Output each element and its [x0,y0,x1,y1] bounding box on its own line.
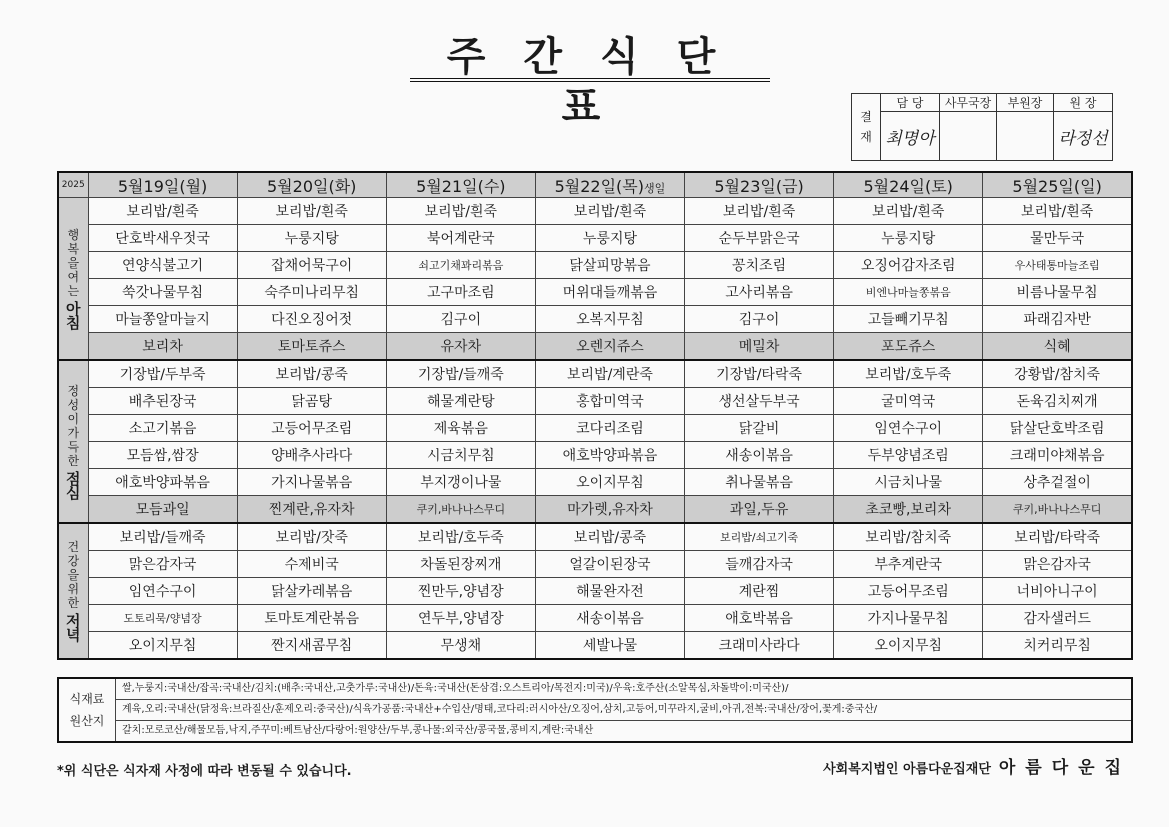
menu-row [58,388,1132,415]
menu-cell: 보리밥/흰죽 [535,198,684,225]
menu-row [58,605,1132,632]
menu-cell: 세발나물 [535,632,684,660]
snack-cell: 과일,두유 [685,496,834,524]
menu-cell: 계란찜 [685,578,834,605]
day-date: 5월24일(토) [863,176,953,196]
menu-cell: 닭살피망볶음 [535,252,684,279]
day-header [685,172,834,198]
snack-cell: 보리차 [88,333,237,361]
menu-cell: 기장밥/타락죽 [685,360,834,388]
origin-line: 계육,오리:국내산(닭정육:브라질산/훈제오리:중국산)/식육가공품:국내산+수입산/명태,코다리:러시아산/오징어,삼치,고등어,미꾸라지,굴비,아귀,전복:국내산/장어,꽃게:중국산/ [116,700,1133,721]
day-header [386,172,535,198]
meal-label-main: 저녁 [66,612,81,644]
snack-cell: 찐계란,유자차 [237,496,386,524]
menu-cell: 애호박양파볶음 [535,442,684,469]
year-cell: 2025 [58,172,88,198]
meal-label-top: 행복을여는 [67,227,80,298]
menu-row [58,279,1132,306]
menu-cell: 보리밥/흰죽 [834,198,983,225]
menu-cell: 토마토계란볶음 [237,605,386,632]
menu-cell: 보리밥/참치죽 [834,523,983,551]
menu-cell: 보리밥/흰죽 [237,198,386,225]
approval-signature [997,112,1054,161]
menu-cell: 해물완자전 [535,578,684,605]
menu-cell: 보리밥/잣죽 [237,523,386,551]
menu-cell: 양배추사라다 [237,442,386,469]
meal-label [58,523,88,659]
menu-cell: 고등어무조림 [834,578,983,605]
menu-cell: 맑은감자국 [88,551,237,578]
approval-role: 담 당 [881,94,940,112]
menu-cell: 잡채어묵구이 [237,252,386,279]
snack-cell: 토마토쥬스 [237,333,386,361]
menu-cell: 강황밥/참치죽 [983,360,1132,388]
origin-table [57,677,1133,743]
menu-cell: 닭살카레볶음 [237,578,386,605]
approval-signature [940,112,997,161]
menu-cell: 보리밥/타락죽 [983,523,1132,551]
menu-cell: 코다리조림 [535,415,684,442]
menu-cell: 취나물볶음 [685,469,834,496]
approval-label: 결 재 [852,94,881,161]
menu-cell: 보리밥/흰죽 [88,198,237,225]
menu-cell: 시금치나물 [834,469,983,496]
menu-cell: 연양식불고기 [88,252,237,279]
snack-cell: 식혜 [983,333,1132,361]
menu-cell: 우사태통마늘조림 [983,252,1132,279]
day-header [88,172,237,198]
menu-cell: 보리밥/쇠고기죽 [685,523,834,551]
menu-cell: 수제비국 [237,551,386,578]
menu-cell: 북어계란국 [386,225,535,252]
meal-label-top: 정성이가득한 [67,383,80,468]
meal-label [58,360,88,523]
menu-cell: 소고기볶음 [88,415,237,442]
menu-cell: 김구이 [386,306,535,333]
menu-cell: 파래김자반 [983,306,1132,333]
menu-cell: 오복지무침 [535,306,684,333]
menu-cell: 모듬쌈,쌈장 [88,442,237,469]
page-title: 주간식단표 [410,32,770,82]
day-date: 5월19일(월) [117,176,208,196]
menu-cell: 보리밥/호두죽 [834,360,983,388]
menu-cell: 시금치무침 [386,442,535,469]
footer-note: *위 식단은 식자재 사정에 따라 변동될 수 있습니다. [57,764,352,779]
menu-cell: 고등어무조림 [237,415,386,442]
menu-cell: 순두부맑은국 [685,225,834,252]
day-header [983,172,1132,198]
snack-cell: 마가렛,유자차 [535,496,684,524]
menu-cell: 비름나물무침 [983,279,1132,306]
menu-row [58,523,1132,551]
menu-cell: 새송이볶음 [535,605,684,632]
menu-body [58,198,1132,660]
meal-label-main: 점심 [66,469,81,502]
menu-row [58,252,1132,279]
menu-cell: 가지나물무침 [834,605,983,632]
menu-cell: 생선살두부국 [685,388,834,415]
menu-cell: 닭곰탕 [237,388,386,415]
snack-cell: 포도쥬스 [834,333,983,361]
approval-role: 원 장 [1054,94,1113,112]
menu-cell: 꽁치조림 [685,252,834,279]
approval-box [851,93,1113,161]
menu-cell: 보리밥/콩죽 [535,523,684,551]
menu-cell: 보리밥/들깨죽 [88,523,237,551]
menu-cell: 머위대들깨볶음 [535,279,684,306]
menu-row [58,225,1132,252]
meal-label [58,198,88,361]
menu-cell: 새송이볶음 [685,442,834,469]
menu-cell: 부지갱이나물 [386,469,535,496]
snack-row [58,333,1132,361]
menu-cell: 물만두국 [983,225,1132,252]
menu-cell: 보리밥/흰죽 [685,198,834,225]
menu-cell: 들깨감자국 [685,551,834,578]
approval-role: 부원장 [997,94,1054,112]
menu-cell: 상추겉절이 [983,469,1132,496]
snack-cell: 쿠키,바나나스무디 [386,496,535,524]
menu-cell: 기장밥/두부죽 [88,360,237,388]
snack-cell: 메밀차 [685,333,834,361]
menu-cell: 크래미야채볶음 [983,442,1132,469]
day-date: 5월25일(일) [1012,176,1102,196]
menu-cell: 차돌된장찌개 [386,551,535,578]
menu-cell: 굴미역국 [834,388,983,415]
menu-cell: 치커리무침 [983,632,1132,660]
menu-row [58,306,1132,333]
menu-cell: 보리밥/계란죽 [535,360,684,388]
menu-cell: 다진오징어젓 [237,306,386,333]
approval-signature: 라정선 [1054,112,1113,161]
menu-cell: 홍합미역국 [535,388,684,415]
menu-cell: 단호박새우젓국 [88,225,237,252]
menu-cell: 오징어감자조림 [834,252,983,279]
menu-cell: 가지나물볶음 [237,469,386,496]
day-note: 생일 [644,181,666,195]
snack-cell: 모듬과일 [88,496,237,524]
menu-cell: 보리밥/콩죽 [237,360,386,388]
menu-cell: 연두부,양념장 [386,605,535,632]
menu-cell: 고들빼기무침 [834,306,983,333]
menu-row [58,469,1132,496]
menu-cell: 숙주미나리무침 [237,279,386,306]
snack-cell: 유자차 [386,333,535,361]
menu-cell: 닭살단호박조림 [983,415,1132,442]
meal-label-top: 건강을위한 [67,540,80,610]
menu-cell: 배추된장국 [88,388,237,415]
organization-title: 아름다운집 [998,758,1131,778]
menu-cell: 돈육김치찌개 [983,388,1132,415]
day-date: 5월21일(수) [416,176,506,196]
menu-cell: 쇠고기채꽈리볶음 [386,252,535,279]
origin-line: 쌀,누룽지:국내산/잡곡:국내산/김치:(배추:국내산,고춧가루:국내산)/돈육:국내산(돈삼겹:오스트리아/목전지:미국)/우육:호주산(소알목심,차돌박이:미국산)/ [116,678,1133,700]
menu-cell: 도토리묵/양념장 [88,605,237,632]
menu-cell: 보리밥/호두죽 [386,523,535,551]
organization-prefix: 사회복지법인 아름다운집재단 [823,762,991,777]
menu-cell: 크래미사라다 [685,632,834,660]
organization-name [823,753,1131,778]
menu-cell: 보리밥/흰죽 [983,198,1132,225]
approval-signature: 최명아 [881,112,940,161]
origin-line: 갈치:모로코산/해물모듬,낙지,주꾸미:베트남산/다랑어:원양산/두부,콩나물:외국산/콩국물,콩비지,계란:국내산 [116,721,1133,743]
menu-cell: 맑은감자국 [983,551,1132,578]
menu-cell: 오이지무침 [535,469,684,496]
snack-row [58,496,1132,524]
approval-role: 사무국장 [940,94,997,112]
menu-cell: 김구이 [685,306,834,333]
menu-cell: 닭갈비 [685,415,834,442]
menu-cell: 짠지새콤무침 [237,632,386,660]
menu-cell: 임연수구이 [834,415,983,442]
menu-row [58,551,1132,578]
day-header [237,172,386,198]
menu-row [58,578,1132,605]
menu-cell: 보리밥/흰죽 [386,198,535,225]
menu-cell: 마늘쫑알마늘지 [88,306,237,333]
menu-cell: 쑥갓나물무침 [88,279,237,306]
menu-row [58,632,1132,660]
menu-cell: 두부양념조림 [834,442,983,469]
day-date: 5월23일(금) [714,176,804,196]
snack-cell: 오렌지쥬스 [535,333,684,361]
menu-cell: 해물계란탕 [386,388,535,415]
day-header [834,172,983,198]
menu-cell: 누룽지탕 [834,225,983,252]
menu-cell: 임연수구이 [88,578,237,605]
menu-cell: 감자샐러드 [983,605,1132,632]
menu-cell: 애호박볶음 [685,605,834,632]
day-header-row [58,172,1132,198]
menu-row [58,442,1132,469]
menu-cell: 제육볶음 [386,415,535,442]
snack-cell: 쿠키,바나나스무디 [983,496,1132,524]
menu-cell: 얼갈이된장국 [535,551,684,578]
day-date: 5월22일(목) [554,176,645,196]
meal-label-main: 아침 [66,299,81,332]
menu-cell: 부추계란국 [834,551,983,578]
snack-cell: 초코빵,보리차 [834,496,983,524]
menu-cell: 오이지무침 [88,632,237,660]
menu-cell: 고구마조림 [386,279,535,306]
menu-row [58,415,1132,442]
menu-row [58,198,1132,225]
origin-label: 식재료 원산지 [58,678,116,742]
menu-cell: 기장밥/들깨죽 [386,360,535,388]
menu-cell: 비엔나마늘쫑볶음 [834,279,983,306]
menu-cell: 누룽지탕 [535,225,684,252]
menu-cell: 누룽지탕 [237,225,386,252]
day-date: 5월20일(화) [267,176,357,196]
menu-cell: 고사리볶음 [685,279,834,306]
menu-row [58,360,1132,388]
day-header [535,172,684,198]
weekly-menu-table [57,171,1133,660]
menu-cell: 찐만두,양념장 [386,578,535,605]
menu-cell: 애호박양파볶음 [88,469,237,496]
menu-cell: 너비아니구이 [983,578,1132,605]
menu-cell: 오이지무침 [834,632,983,660]
menu-cell: 무생채 [386,632,535,660]
